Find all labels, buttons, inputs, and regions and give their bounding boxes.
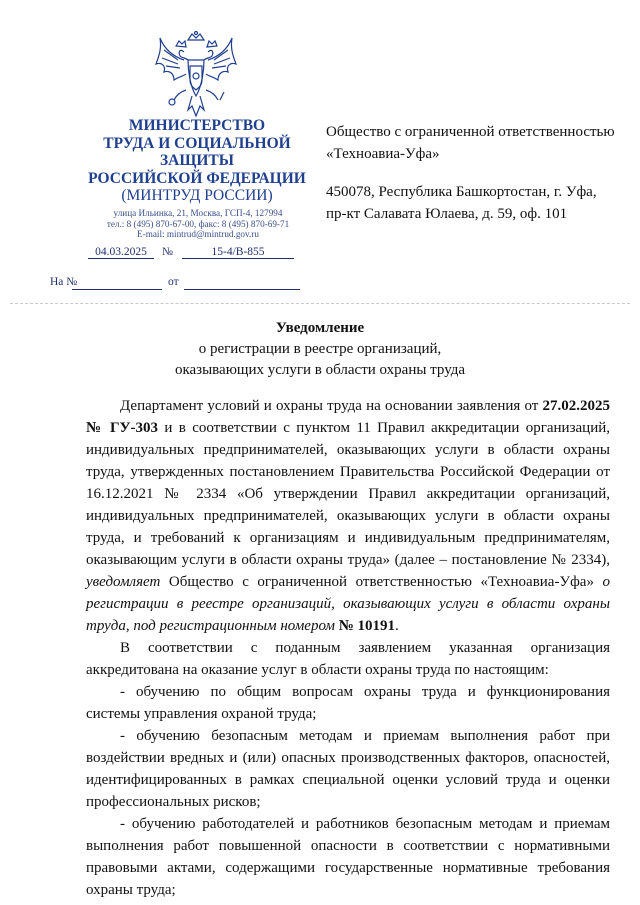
application-date: 27.02.2025 — [542, 398, 610, 414]
coat-of-arms-emblem-icon — [154, 30, 238, 120]
body-text: Общество с ограниченной ответственностью «Техноавиа-Уфа» — [160, 574, 603, 590]
addressee-address: 450078, Республика Башкортостан, г. Уфа, пр-кт Салавата Юлаева, д. 59, оф. 101 — [326, 184, 597, 222]
reply-to-number-label: На № — [50, 276, 78, 288]
ministry-name — [88, 117, 306, 205]
registration-phrase: о регистрации в реестре организаций, оказывающих услуги в области охраны труда, под регистрационным номером — [86, 574, 610, 634]
ministry-abbreviation: (МИНТРУД РОССИИ) — [121, 187, 273, 204]
notice-body — [86, 395, 610, 901]
reply-to-date-blank — [184, 289, 300, 290]
service-item: - обучению по общим вопросам охраны труда и функционирования системы управления охраной труда; — [86, 684, 610, 722]
registry-number: № 10191 — [338, 618, 396, 634]
ministry-address: улица Ильинка, 21, Москва, ГСП-4, 127994 — [113, 208, 283, 218]
registration-number: 15-4/В-855 — [182, 246, 294, 259]
body-text: Департамент условий и охраны труда на основании заявления от — [120, 398, 543, 414]
ministry-email: E-mail: mintrud@mintrud.gov.ru — [137, 229, 259, 240]
ministry-line: ТРУДА И СОЦИАЛЬНОЙ — [103, 134, 291, 152]
body-paragraph: В соответствии с поданным заявлением указанная организация аккредитована на оказание услуг в области охраны труда по настоящим: — [86, 640, 610, 678]
notice-heading: Уведомление — [275, 320, 365, 336]
notice-subtitle-line: оказывающих услуги в области охраны труда — [174, 362, 466, 378]
ministry-line: ЗАЩИТЫ — [159, 152, 234, 169]
body-paragraph — [86, 395, 610, 637]
addressee-organization: Общество с ограниченной ответственностью «Техноавиа-Уфа» — [326, 124, 615, 162]
ministry-phone: тел.: 8 (495) 870-67-00, факс: 8 (495) 870-69-71 — [106, 218, 290, 229]
body-text: и в соответствии с пунктом 11 Правил аккредитации организаций, индивидуальных предпринимателей, оказывающих услуги в области охраны труда, утвержденных постановлением Правительства Российской Федерации от 16.12.2021 № 2334 «Об утверждении Правил аккредитации организаций, индивидуальных предпринимателей, оказывающих услуги в области охраны труда, и требований к организациям и индивидуальным предпринимателям, оказывающим услуги в области охраны труда» (далее – постановление № 2334), — [86, 420, 611, 568]
notify-word: уведомляет — [86, 574, 161, 590]
service-item: - обучению безопасным методам и приемам выполнения работ при воздействии вредных и (или) опасных производственных факторов, опасностей, идентифицированных в рамках специальной оценки условий труда и оценки профессиональных рисков; — [86, 728, 610, 810]
notice-title — [40, 318, 600, 381]
header-divider — [10, 303, 630, 304]
notice-subtitle-line: о регистрации в реестре организаций, — [198, 341, 442, 357]
registration-number-label: № — [162, 246, 173, 258]
ministry-line: МИНИСТЕРСТВО — [128, 117, 266, 134]
reply-to-date-label: от — [168, 276, 179, 288]
service-item: - обучению работодателей и работников безопасным методам и приемам выполнения работ повышенной опасности в соответствии с нормативными правовыми актами, содержащими государственные нормативные требования охраны труда; — [86, 816, 610, 898]
application-number: № ГУ-303 — [86, 420, 159, 436]
body-text: . — [395, 618, 399, 634]
reply-to-number-blank — [72, 289, 162, 290]
registration-date: 04.03.2025 — [88, 246, 154, 259]
ministry-line: РОССИЙСКОЙ ФЕДЕРАЦИИ — [88, 169, 306, 187]
ministry-contacts — [98, 208, 298, 240]
